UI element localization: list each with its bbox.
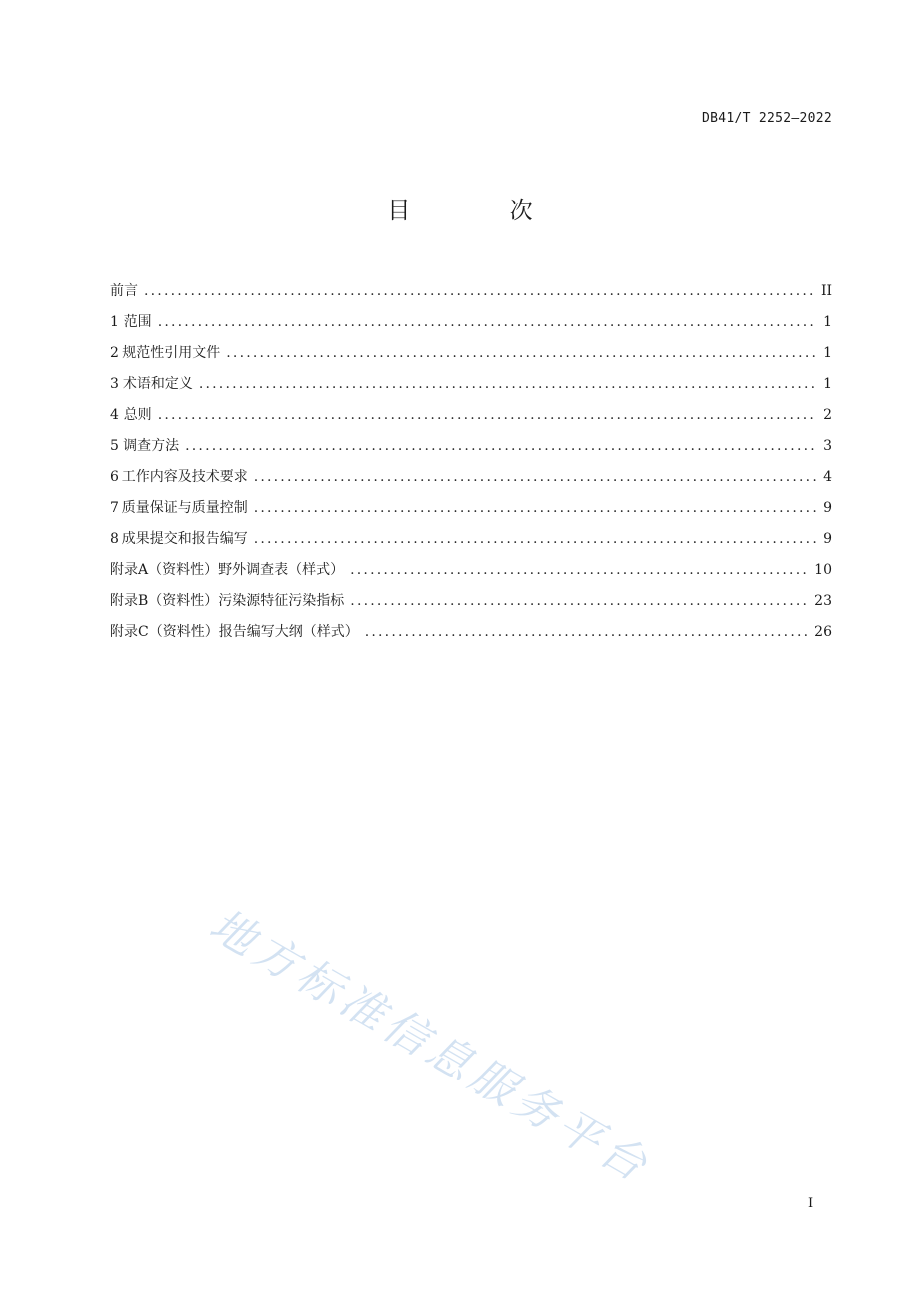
toc-entry-page: 26 [814, 624, 832, 640]
toc-entry-scope[interactable] [110, 311, 832, 342]
page-number: I [808, 1196, 814, 1211]
watermark: 地方标准信息服务平台 [201, 899, 660, 1194]
toc-entry-quality-assurance[interactable] [110, 497, 832, 528]
toc-leader-dots [226, 342, 817, 364]
toc-entry-page: 1 [823, 376, 832, 392]
toc-entry-foreword[interactable] [110, 280, 832, 311]
toc-entry-deliverables[interactable] [110, 528, 832, 559]
toc-entry-page: 9 [823, 531, 832, 547]
toc-entry-number: 6 [110, 469, 119, 485]
toc-entry-label: 报告编写大纲（样式） [218, 624, 359, 640]
toc-appendix-designation: 附录B（资料性） [110, 593, 219, 609]
toc-entry-survey-methods[interactable] [110, 435, 832, 466]
toc-entry-page: 23 [814, 593, 832, 609]
toc-leader-dots [158, 311, 817, 333]
toc-entry-number: 1 [110, 314, 119, 330]
toc-entry-number: 3 [110, 376, 119, 392]
toc-entry-normative-references[interactable] [110, 342, 832, 373]
toc-entry-page: 3 [823, 438, 832, 454]
toc-entry-label: 成果提交和报告编写 [121, 531, 248, 547]
toc-entry-label: 野外调查表（样式） [218, 562, 345, 578]
toc-entry-number: 8 [110, 531, 119, 547]
toc-entry-page: 2 [823, 407, 832, 423]
toc-entry-label: 总则 [123, 407, 152, 423]
toc-leader-dots [254, 528, 817, 550]
toc-entry-page: II [820, 283, 832, 299]
toc-entry-number: 2 [110, 345, 119, 361]
toc-entry-work-content[interactable] [110, 466, 832, 497]
toc-entry-page: 9 [823, 500, 832, 516]
toc-entry-label: 前言 [110, 283, 138, 299]
toc-entry-page: 10 [814, 562, 832, 578]
toc-leader-dots [158, 404, 817, 426]
toc-leader-dots [365, 621, 808, 643]
toc-entry-label: 规范性引用文件 [122, 345, 221, 361]
toc-leader-dots [350, 590, 808, 612]
toc-entry-label: 范围 [123, 314, 152, 330]
toc-leader-dots [199, 373, 817, 395]
toc-entry-appendix-a[interactable] [110, 559, 832, 590]
toc-entry-label: 污染源特征污染指标 [218, 593, 345, 609]
toc-entry-label: 质量保证与质量控制 [121, 500, 248, 516]
toc-entry-page: 4 [823, 469, 832, 485]
toc-leader-dots [254, 497, 817, 519]
toc-entry-appendix-c[interactable] [110, 621, 832, 652]
toc-entry-page: 1 [823, 314, 832, 330]
toc-entry-number: 7 [110, 500, 119, 516]
toc-entry-appendix-b[interactable] [110, 590, 832, 621]
toc-entry-label: 调查方法 [123, 438, 180, 454]
toc-list [110, 280, 832, 652]
toc-entry-number: 5 [110, 438, 119, 454]
toc-entry-general[interactable] [110, 404, 832, 435]
toc-leader-dots [144, 280, 815, 302]
toc-leader-dots [350, 559, 808, 581]
toc-appendix-designation: 附录A（资料性） [110, 562, 219, 578]
toc-entry-number: 4 [110, 407, 119, 423]
toc-entry-label: 工作内容及技术要求 [121, 469, 248, 485]
toc-entry-terms-definitions[interactable] [110, 373, 832, 404]
toc-entry-label: 术语和定义 [122, 376, 193, 392]
toc-entry-page: 1 [823, 345, 832, 361]
toc-appendix-designation: 附录C（资料性） [110, 624, 219, 640]
toc-title: 目 次 [387, 198, 579, 224]
document-code: DB41/T 2252—2022 [701, 111, 832, 126]
toc-leader-dots [185, 435, 817, 457]
toc-leader-dots [254, 466, 817, 488]
